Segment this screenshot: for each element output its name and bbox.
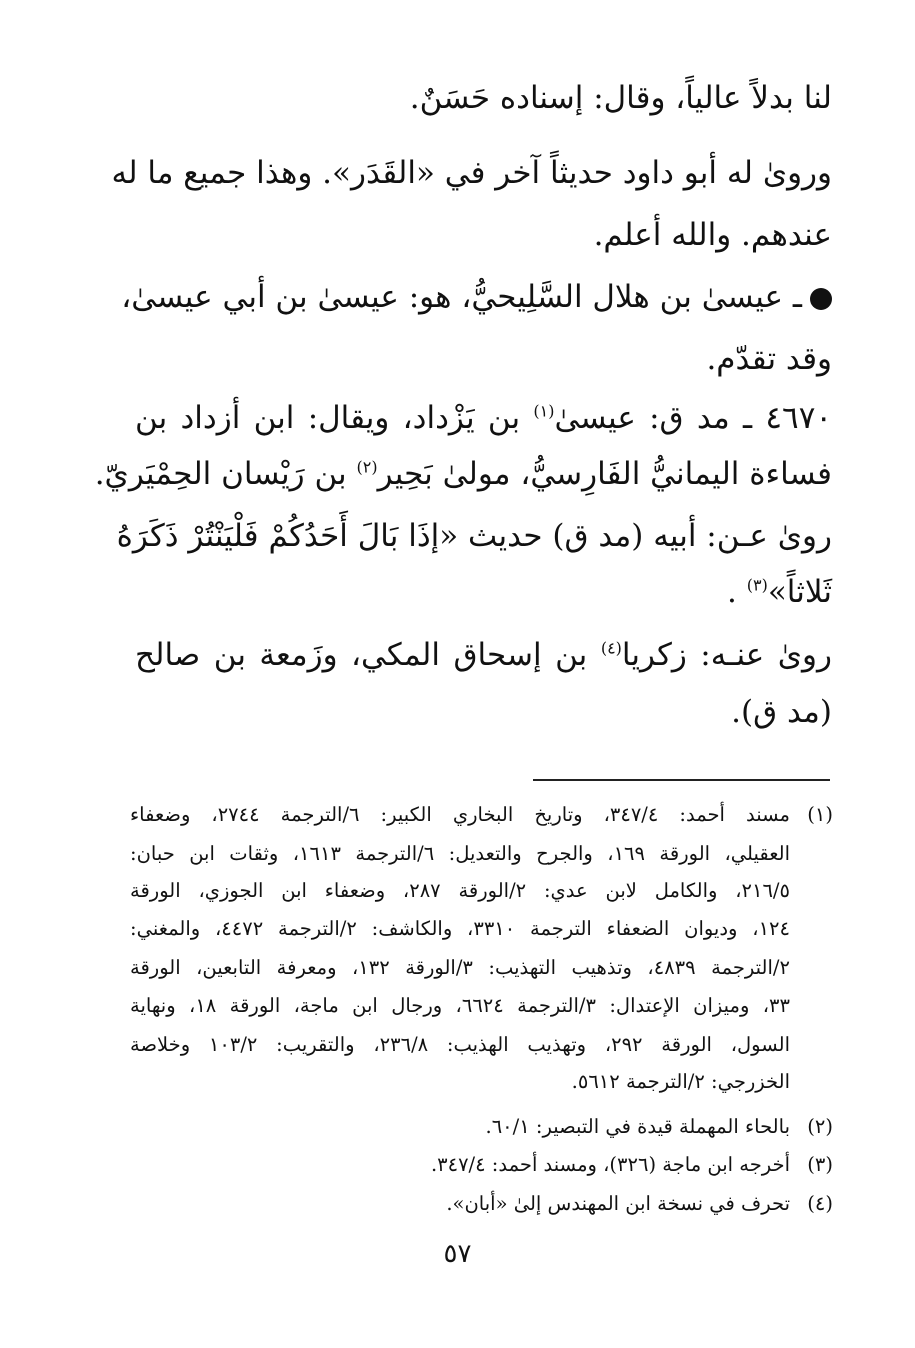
entry-text: فساءة اليمانيُّ الفَارِسيُّ، مولىٰ بَحِير — [377, 456, 832, 492]
footnote-ref: (١) — [533, 401, 555, 421]
footnote-1-line-7: السول، الورقة ٢٩٢، وتهذيب الهذيب: ٢٣٦/٨، والتقريب: ١٠٣/٢ وخلاصة — [130, 1033, 790, 1056]
footnote-2: بالحاء المهملة قيدة في التبصير: ٦٠/١. — [485, 1115, 790, 1138]
narrators-label: روىٰ عنـه: زكريا — [621, 637, 833, 673]
footnote-ref: (٢) — [356, 457, 378, 477]
footnote-1-line-6: ٣٣، وميزان الإعتدال: ٣/الترجمة ٦٦٢٤، ورجال ابن ماجة، الورقة ١٨، ونهاية — [130, 994, 790, 1017]
footnote-ref: (٣) — [746, 575, 768, 595]
body-line-11: (مد ق). — [731, 694, 832, 730]
footnote-1-line-3: ٢١٦/٥، والكامل لابن عدي: ٢/الورقة ٢٨٧، وضعفاء ابن الجوزي، الورقة — [130, 879, 790, 902]
footnote-ref: (٤) — [600, 638, 622, 658]
entry-heading-rest: بن يَزْداد، ويقال: ابن أزداد بن — [135, 400, 521, 436]
narrators-text: بن إسحاق المكي، وزَمعة بن صالح — [135, 637, 588, 673]
footnote-1-line-8: الخزرجي: ٢/الترجمة ٥٦١٢. — [571, 1070, 790, 1093]
period: . — [727, 574, 737, 610]
entry-text: ـ عيسىٰ بن هلال السَّلِيحيُّ، هو: عيسىٰ بن أبي عيسىٰ، — [121, 279, 802, 315]
body-line-2: وروىٰ له أبو داود حديثاً آخر في «القَدَر». وهذا جميع ما له — [111, 155, 832, 191]
bullet-icon — [810, 288, 832, 310]
footnote-3: أخرجه ابن ماجة (٣٢٦)، ومسند أحمد: ٣٤٧/٤. — [430, 1153, 790, 1176]
entry-heading: ٤٦٧٠ ـ مد ق: عيسىٰ — [554, 400, 833, 436]
footnote-1-line-4: ١٢٤، وديوان الضعفاء الترجمة ٣٣١٠، والكاشف: ٢/الترجمة ٤٤٧٢، والمغني: — [130, 917, 790, 940]
body-line-4 — [121, 275, 832, 319]
footnote-divider — [533, 779, 830, 781]
page-number: ٥٧ — [443, 1239, 472, 1269]
body-line-3: عندهم. والله أعلم. — [593, 217, 832, 253]
body-line-8: روىٰ عـن: أبيه (مد ق) حديث «إذَا بَالَ أَحَدُكُمْ فَلْيَنْتُرْ ذَكَرَهُ — [116, 518, 832, 554]
body-line-1: لنا بدلاً عالياً، وقال: إسناده حَسَنٌ. — [409, 80, 832, 116]
footnote-1-line-5: ٢/الترجمة ٤٨٣٩، وتذهيب التهذيب: ٣/الورقة ١٣٢، ومعرفة التابعين، الورقة — [130, 956, 790, 979]
hadith-end: ثَلاثاً» — [767, 574, 832, 610]
footnote-number-3: (٣) — [807, 1153, 833, 1176]
footnote-1-line-2: العقيلي، الورقة ١٦٩، والجرح والتعديل: ٦/الترجمة ١٦١٣، وثقات ابن حبان: — [130, 842, 790, 865]
body-line-10 — [135, 633, 832, 677]
footnote-number-4: (٤) — [807, 1192, 833, 1215]
footnote-1-line-1: مسند أحمد: ٣٤٧/٤، وتاريخ البخاري الكبير: ٦/الترجمة ٢٧٤٤، وضعفاء — [130, 803, 790, 826]
footnote-4: تحرف في نسخة ابن المهندس إلىٰ «أبان». — [446, 1192, 790, 1215]
body-line-6 — [135, 396, 832, 440]
body-line-9 — [727, 570, 832, 614]
footnote-number-2: (٢) — [807, 1115, 833, 1138]
entry-text-rest: بن رَيْسان الحِمْيَريّ. — [94, 456, 347, 492]
body-line-5: وقد تقدّم. — [706, 341, 832, 377]
body-line-7 — [95, 452, 832, 496]
footnote-number-1: (١) — [807, 803, 833, 826]
